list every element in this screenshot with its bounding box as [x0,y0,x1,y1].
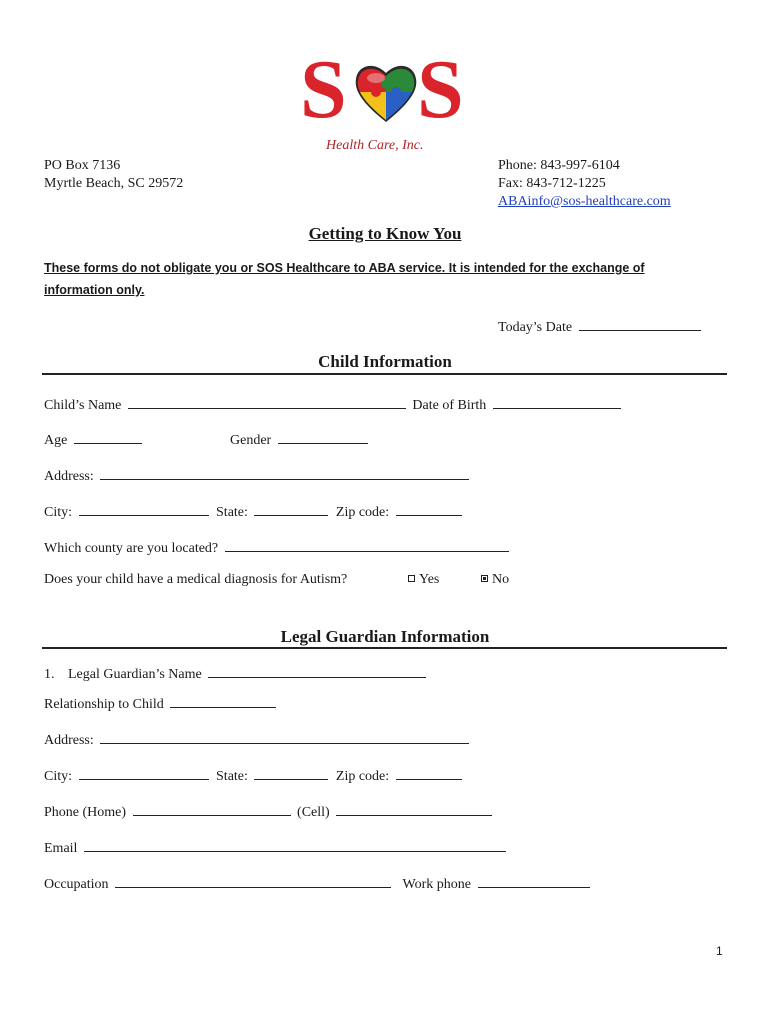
dob-field[interactable] [493,394,621,409]
gender-label: Gender [230,433,272,448]
yes-label: Yes [419,572,440,587]
child-zip-label: Zip code: [335,505,390,520]
phone-home-field[interactable] [133,801,291,816]
child-address-label: Address: [44,469,94,484]
child-name-label: Child’s Name [44,398,122,413]
phone-row [44,801,492,821]
autism-yes-option[interactable] [408,572,439,588]
todays-date-label: Today’s Date [498,320,573,335]
child-address-row [44,465,469,485]
logo-letter-s-left: S [300,43,347,136]
email-row [44,837,506,857]
section-divider [42,647,727,649]
relationship-field[interactable] [170,693,276,708]
child-address-field[interactable] [100,465,469,480]
guardian-city-row [44,765,462,785]
guardian-name-label: Legal Guardian’s Name [68,667,202,682]
yes-checkbox[interactable] [408,575,415,582]
guardian-zip-label: Zip code: [335,769,390,784]
child-city-field[interactable] [79,501,209,516]
child-state-label: State: [216,505,248,520]
phone-home-label: Phone (Home) [44,805,127,820]
guardian-address-label: Address: [44,733,94,748]
guardian-email-field[interactable] [84,837,506,852]
address-line-2: Myrtle Beach, SC 29572 [44,176,184,191]
age-row [44,429,142,449]
logo-letter-s-right: S [417,43,464,136]
guardian-info-heading: Legal Guardian Information [280,627,490,646]
email-link[interactable]: ABAinfo@sos-healthcare.com [498,194,671,209]
todays-date-row [498,316,701,336]
heart-puzzle-icon [354,62,418,124]
phone-number: Phone: 843-997-6104 [498,158,620,173]
child-city-row [44,501,462,521]
child-name-field[interactable] [128,394,406,409]
section-divider [42,373,727,375]
guardian-address-row [44,729,469,749]
county-label: Which county are you located? [44,541,219,556]
cell-phone-field[interactable] [336,801,492,816]
guardian-address-field[interactable] [100,729,469,744]
dob-label: Date of Birth [412,398,487,413]
child-zip-field[interactable] [396,501,462,516]
autism-question: Does your child have a medical diagnosis for Autism? [44,572,348,587]
guardian-name-field[interactable] [208,663,426,678]
county-field[interactable] [225,537,509,552]
child-city-label: City: [44,505,73,520]
logo-tagline: Health Care, Inc. [326,138,424,153]
contact-info [498,157,671,211]
gender-field[interactable] [278,429,368,444]
address-line-1: PO Box 7136 [44,158,121,173]
autism-no-option[interactable] [481,572,509,588]
work-phone-field[interactable] [478,873,590,888]
disclaimer-notice [44,257,645,301]
work-phone-label: Work phone [402,877,471,892]
child-info-heading: Child Information [318,352,452,371]
age-field[interactable] [74,429,142,444]
guardian-state-label: State: [216,769,248,784]
occupation-label: Occupation [44,877,109,892]
page-title: Getting to Know You [308,224,462,243]
child-name-row [44,394,621,414]
disclaimer-line-2: information only. [44,283,145,297]
child-state-field[interactable] [254,501,328,516]
relationship-row [44,693,276,713]
occupation-row [44,873,590,893]
guardian-zip-field[interactable] [396,765,462,780]
age-label: Age [44,433,68,448]
county-row [44,537,509,557]
todays-date-field[interactable] [579,316,701,331]
cell-label: (Cell) [297,805,330,820]
occupation-field[interactable] [115,873,391,888]
relationship-label: Relationship to Child [44,697,164,712]
guardian-number: 1. [44,667,55,682]
guardian-state-field[interactable] [254,765,328,780]
no-checkbox[interactable] [481,575,488,582]
page-number: 1 [716,944,723,958]
mailing-address [44,157,183,193]
gender-row [230,429,368,449]
guardian-email-label: Email [44,841,78,856]
guardian-city-label: City: [44,769,73,784]
fax-number: Fax: 843-712-1225 [498,176,606,191]
guardian-name-row [44,663,426,683]
disclaimer-line-1: These forms do not obligate you or SOS Healthcare to ABA service. It is intended for the exchange of [44,261,645,275]
no-label: No [492,572,510,587]
guardian-city-field[interactable] [79,765,209,780]
